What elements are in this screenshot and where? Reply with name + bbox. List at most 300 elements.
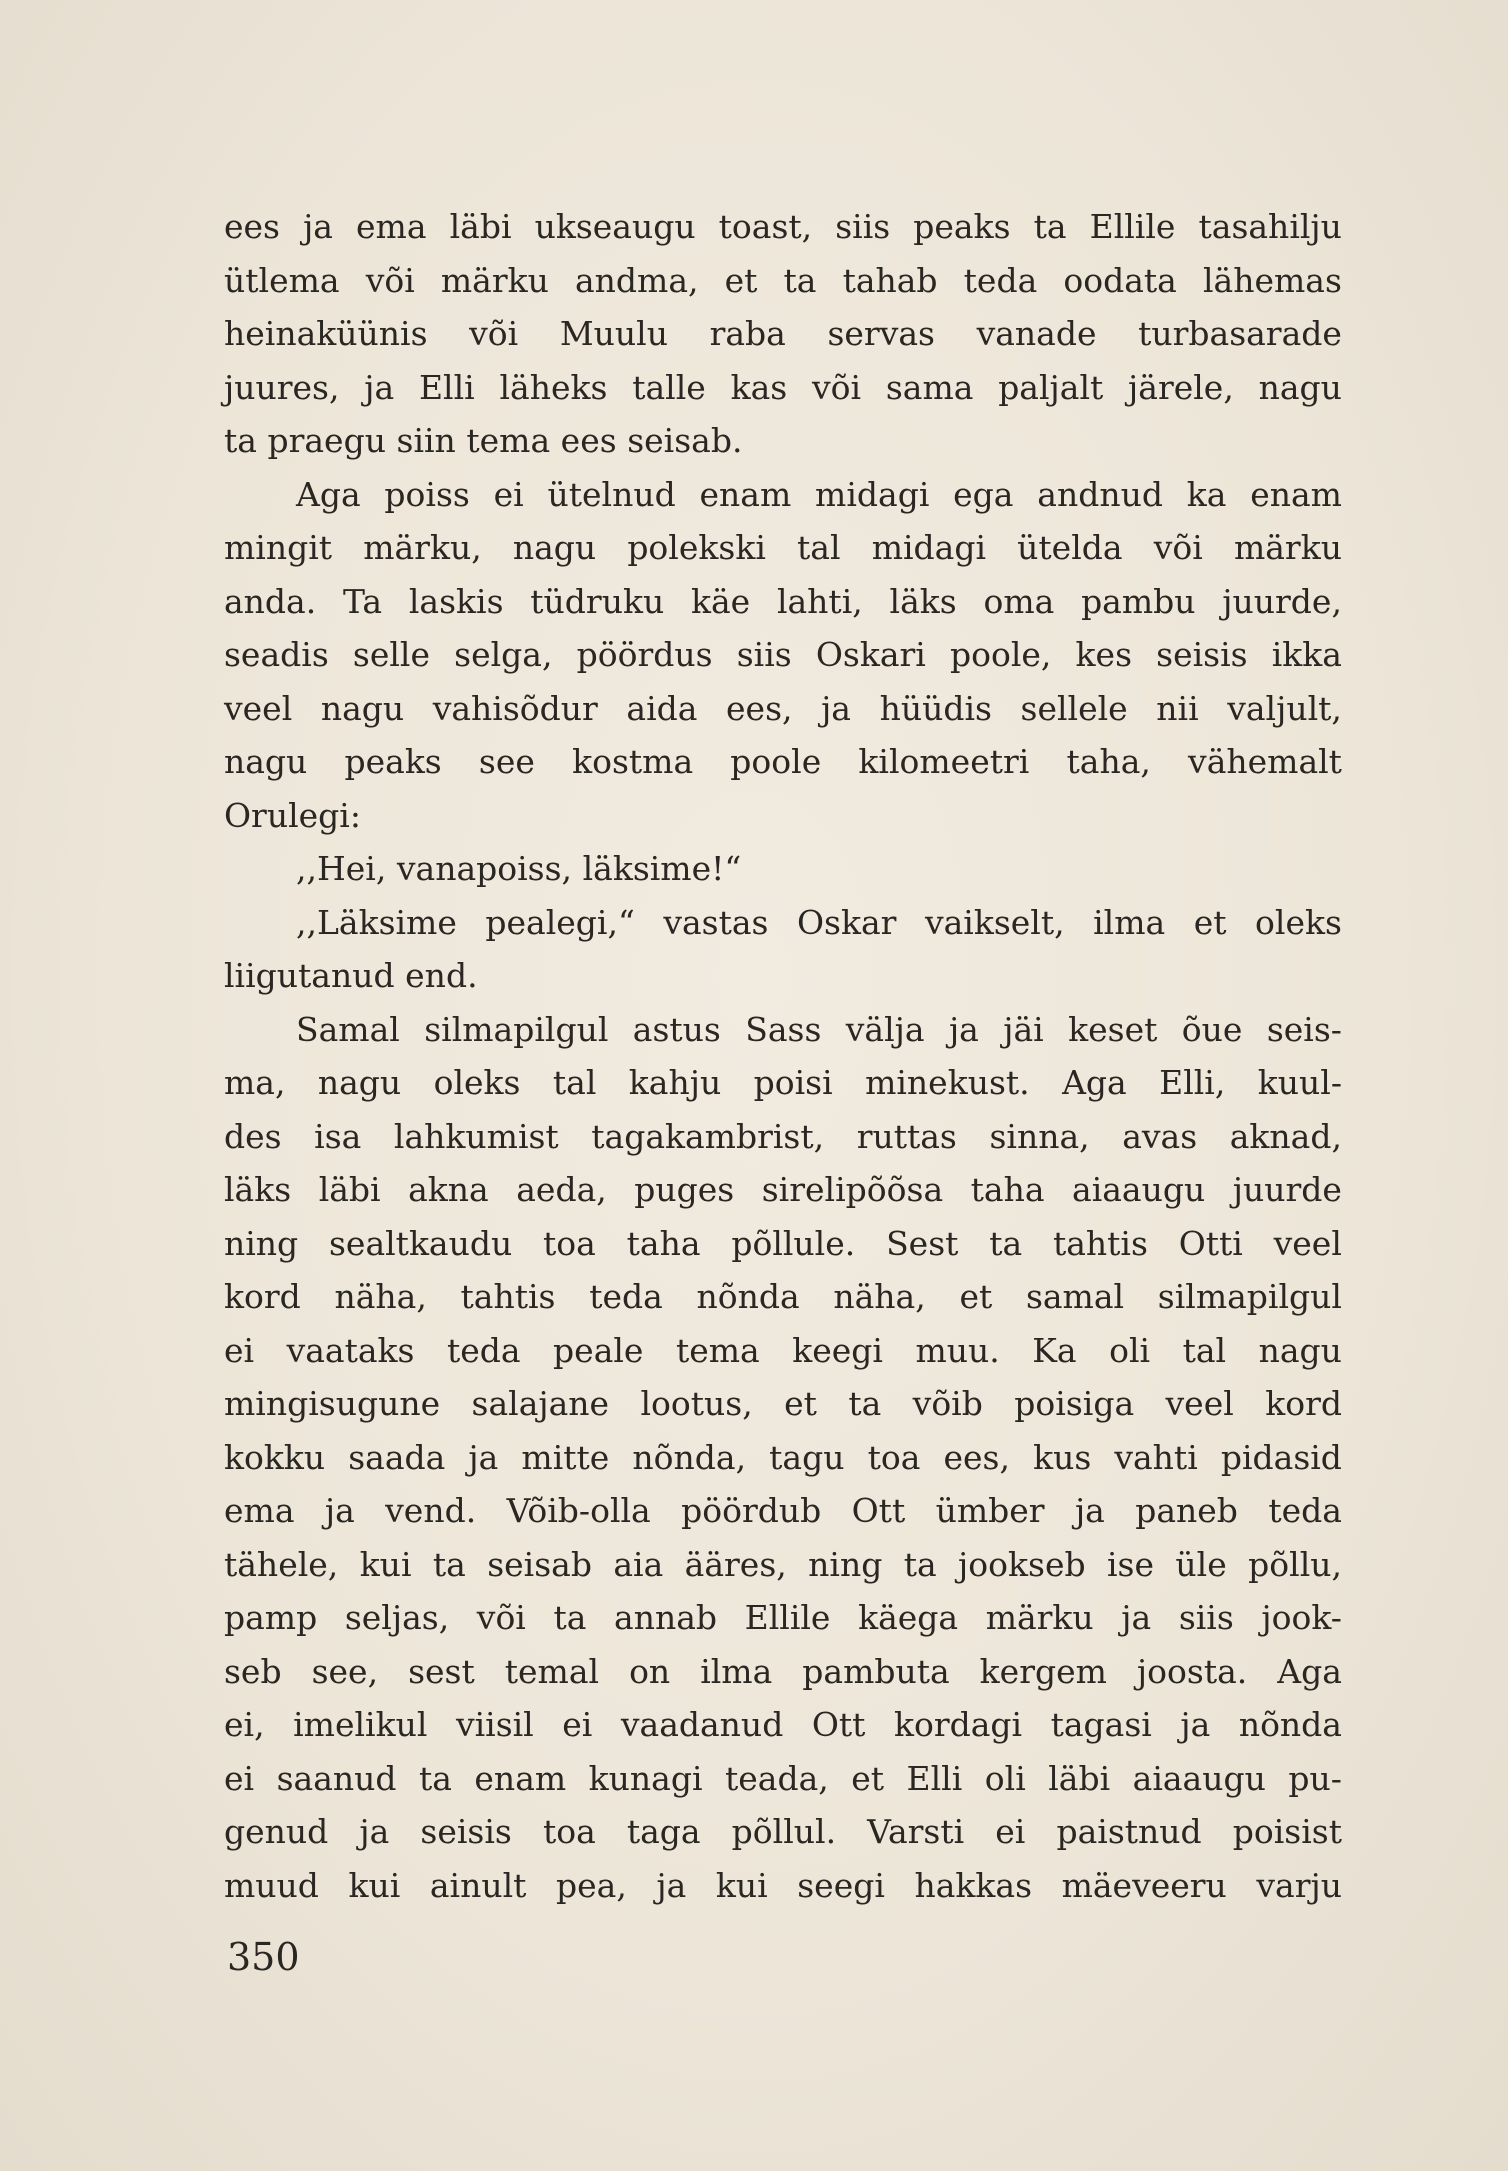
- word: kunagi: [588, 1758, 703, 1798]
- text-line: [224, 735, 1342, 789]
- word: tähele,: [224, 1544, 339, 1584]
- word: ja: [359, 1812, 390, 1851]
- word: isa: [314, 1116, 362, 1156]
- word: et: [784, 1384, 817, 1423]
- word: ta: [224, 421, 257, 460]
- word: põllul.: [731, 1812, 837, 1851]
- word: juurde: [1232, 1170, 1342, 1209]
- word: taha: [970, 1170, 1045, 1209]
- word: ega: [953, 474, 1014, 514]
- word: oleks: [1255, 902, 1342, 942]
- word: end.: [405, 956, 478, 995]
- word: aeda,: [516, 1170, 607, 1209]
- word: kes: [1075, 635, 1133, 674]
- word: Ka: [1032, 1330, 1077, 1370]
- word: ees: [224, 207, 280, 246]
- word: tagasi: [1050, 1705, 1152, 1744]
- word: pöördub: [681, 1491, 822, 1530]
- page-number: 350: [227, 1935, 300, 1979]
- word: tüdruku: [530, 581, 665, 621]
- word: ütelnud: [547, 474, 676, 514]
- word: jookseb: [958, 1544, 1086, 1584]
- word: pöördus: [576, 635, 713, 674]
- word: näha,: [334, 1277, 427, 1316]
- word: turbasarade: [1138, 314, 1342, 353]
- word: kord: [224, 1277, 301, 1316]
- word: tasahilju: [1198, 207, 1342, 246]
- word: põllu,: [1248, 1544, 1342, 1584]
- word: mingit: [224, 528, 333, 567]
- word: samal: [1025, 1277, 1125, 1316]
- word: poiss: [384, 474, 470, 514]
- word: ruttas: [856, 1116, 957, 1156]
- word: pealegi,“: [485, 902, 635, 942]
- word: ja: [468, 1437, 499, 1477]
- text-line: [224, 307, 1342, 361]
- word: märku,: [363, 528, 482, 567]
- word: toa: [543, 1223, 596, 1263]
- text-line: [224, 1538, 1342, 1592]
- body-text: [224, 200, 1342, 1912]
- word: Elli,: [1159, 1063, 1226, 1102]
- word: servas: [827, 314, 935, 353]
- word: puges: [634, 1170, 735, 1209]
- word: ema: [356, 207, 427, 246]
- word: läks: [224, 1170, 292, 1209]
- word: Otti: [1178, 1223, 1243, 1263]
- text-line: [224, 1645, 1342, 1699]
- word: või: [811, 367, 862, 407]
- word: ka: [1186, 474, 1227, 514]
- word: seisis: [420, 1812, 512, 1851]
- text-line: [224, 682, 1342, 736]
- word: veel: [1273, 1223, 1342, 1263]
- word: kui: [359, 1544, 412, 1584]
- word: aknad,: [1229, 1116, 1342, 1156]
- word: pidasid: [1220, 1437, 1342, 1477]
- word: viisil: [455, 1705, 534, 1744]
- text-line: [224, 200, 1342, 254]
- word: silmapilgul: [424, 1009, 609, 1049]
- word: toa: [867, 1437, 921, 1477]
- word: poisiga: [1014, 1384, 1135, 1423]
- word: andma,: [574, 260, 699, 300]
- word: siis: [736, 635, 792, 674]
- word: peaks: [344, 742, 442, 781]
- word: Ellile: [1089, 207, 1176, 246]
- word: läbi: [1048, 1758, 1111, 1798]
- word: tahab: [842, 260, 938, 300]
- word: ees: [560, 421, 617, 460]
- word: sama: [885, 367, 974, 407]
- word: muu.: [915, 1330, 1000, 1370]
- word: pu-: [1288, 1758, 1342, 1798]
- word: kui: [348, 1865, 401, 1905]
- word: enam: [1250, 474, 1342, 514]
- text-line: [224, 1484, 1342, 1538]
- word: varju: [1256, 1865, 1342, 1905]
- word: poisi: [753, 1063, 833, 1102]
- text-line: [224, 468, 1342, 522]
- word: Ta: [342, 581, 383, 621]
- word: ja: [1121, 1598, 1152, 1637]
- word: vahisõdur: [432, 688, 598, 728]
- word: midagi: [871, 528, 987, 567]
- word: ta: [432, 1544, 466, 1584]
- word: vaikselt,: [924, 902, 1065, 942]
- word: salajane: [471, 1384, 610, 1423]
- word: ta: [848, 1384, 882, 1423]
- word: käega: [858, 1598, 959, 1637]
- word: et: [1193, 902, 1227, 942]
- text-line: [224, 842, 1342, 896]
- word: pambuta: [802, 1651, 950, 1691]
- word: läbi: [318, 1170, 381, 1209]
- word: ta: [783, 260, 817, 300]
- word: siis: [1178, 1598, 1234, 1637]
- word: tal: [552, 1063, 597, 1102]
- word: Elli: [418, 367, 475, 407]
- word: Orulegi:: [224, 795, 361, 835]
- word: avas: [1122, 1116, 1198, 1156]
- word: kahju: [628, 1063, 722, 1102]
- word: keset: [1068, 1009, 1158, 1049]
- word: tagakambrist,: [591, 1116, 825, 1156]
- text-line: [224, 1217, 1342, 1271]
- word: vanade: [976, 314, 1097, 353]
- text-line: [224, 1431, 1342, 1485]
- word: ainult: [429, 1865, 527, 1905]
- word: ta: [418, 1758, 452, 1798]
- word: des: [224, 1116, 282, 1156]
- word: läks: [889, 581, 957, 621]
- word: läheks: [499, 367, 608, 407]
- text-line: [224, 1003, 1342, 1057]
- word: lahkumist: [393, 1116, 559, 1156]
- word: taga: [626, 1812, 701, 1851]
- word: ei: [995, 1812, 1026, 1851]
- text-line: [224, 1377, 1342, 1431]
- word: paistnud: [1056, 1812, 1202, 1851]
- word: poole,: [949, 635, 1052, 674]
- word: teda: [446, 1330, 521, 1370]
- word: keegi: [792, 1330, 883, 1370]
- word: vaataks: [286, 1330, 415, 1370]
- word: astus: [632, 1009, 721, 1049]
- word: paljalt: [998, 367, 1104, 407]
- word: tagu: [769, 1437, 845, 1477]
- word: selle: [352, 635, 431, 674]
- word: ja: [1074, 1491, 1105, 1530]
- word: nõnda,: [632, 1437, 747, 1477]
- word: sealtkaudu: [328, 1223, 513, 1263]
- word: Aga: [1277, 1651, 1342, 1691]
- word: välja: [845, 1009, 925, 1049]
- word: ja: [948, 1009, 979, 1049]
- word: tal: [797, 528, 841, 567]
- text-line: [224, 789, 1342, 843]
- word: vend.: [385, 1491, 477, 1530]
- word: kus: [1033, 1437, 1092, 1477]
- word: käe: [690, 581, 751, 621]
- text-line: [224, 1805, 1342, 1859]
- word: minekust.: [865, 1063, 1030, 1102]
- word: Oskari: [815, 635, 926, 674]
- word: nagu: [224, 742, 308, 781]
- word: sinna,: [989, 1116, 1090, 1156]
- word: oma: [983, 581, 1055, 621]
- word: tahtis: [460, 1277, 556, 1316]
- word: hüüdis: [879, 688, 992, 728]
- word: see: [478, 742, 535, 781]
- word: seb: [224, 1651, 282, 1691]
- text-line: [224, 628, 1342, 682]
- word: joosta.: [1136, 1651, 1248, 1691]
- word: ei,: [224, 1705, 265, 1744]
- word: ei: [493, 474, 524, 514]
- word: Ott: [851, 1491, 906, 1530]
- word: lahti,: [776, 581, 863, 621]
- word: nagu: [1258, 1330, 1342, 1370]
- word: anda.: [224, 581, 317, 621]
- word: Elli: [906, 1758, 963, 1798]
- word: heinaküünis: [224, 314, 428, 353]
- text-line: [224, 1591, 1342, 1645]
- word: vahti: [1114, 1437, 1198, 1477]
- word: vaadanud: [620, 1705, 784, 1744]
- word: pamp: [224, 1598, 318, 1637]
- word: Samal: [296, 1009, 400, 1049]
- word: mingisugune: [224, 1384, 441, 1423]
- word: või: [469, 314, 519, 353]
- word: märku: [1233, 528, 1342, 567]
- word: ei: [562, 1705, 593, 1744]
- word: ta: [1033, 207, 1067, 246]
- word: on: [629, 1651, 671, 1691]
- word: selga,: [454, 635, 553, 674]
- word: ilma: [1093, 902, 1166, 942]
- word: ema: [224, 1491, 295, 1530]
- word: ees,: [943, 1437, 1010, 1477]
- word: ja: [364, 367, 395, 407]
- text-line: [224, 521, 1342, 575]
- word: ta: [989, 1223, 1023, 1263]
- word: kordagi: [893, 1705, 1023, 1744]
- word: seegi: [797, 1865, 885, 1905]
- word: õue: [1181, 1009, 1243, 1049]
- word: Võib-olla: [506, 1491, 651, 1530]
- word: taha,: [1066, 742, 1151, 781]
- word: jäi: [1003, 1009, 1044, 1049]
- word: mäeveeru: [1061, 1865, 1227, 1905]
- word: mitte: [521, 1437, 610, 1477]
- word: jook-: [1261, 1598, 1342, 1637]
- word: polekski: [627, 528, 766, 567]
- word: kord: [1265, 1384, 1342, 1423]
- word: ümber: [935, 1491, 1045, 1530]
- word: Aga: [1062, 1063, 1127, 1102]
- word: ääres,: [684, 1544, 787, 1584]
- text-line: [224, 1859, 1342, 1913]
- word: siis: [835, 207, 891, 246]
- text-line: [224, 1324, 1342, 1378]
- word: valjult,: [1227, 688, 1342, 728]
- word: sest: [408, 1651, 475, 1691]
- word: ja: [324, 1491, 355, 1530]
- word: vastas: [663, 902, 769, 942]
- word: saanud: [276, 1758, 397, 1798]
- word: veel: [1165, 1384, 1234, 1423]
- word: vanapoiss,: [396, 849, 573, 888]
- word: ja: [303, 207, 333, 246]
- word: Sest: [886, 1223, 959, 1263]
- word: enam: [699, 474, 792, 514]
- word: siin: [396, 421, 456, 460]
- word: nagu: [320, 688, 405, 728]
- word: veel: [224, 688, 293, 728]
- word: et: [851, 1758, 885, 1798]
- word: et: [724, 260, 758, 300]
- text-line: [224, 414, 1342, 468]
- word: seis-: [1266, 1009, 1342, 1049]
- word: nii: [1156, 688, 1199, 728]
- word: tema: [675, 1330, 760, 1370]
- word: kui: [715, 1865, 768, 1905]
- word: Ott: [811, 1705, 866, 1744]
- word: põllule.: [731, 1223, 856, 1263]
- word: oli: [1109, 1330, 1151, 1370]
- word: nagu: [317, 1063, 402, 1102]
- word: ta: [903, 1544, 937, 1584]
- word: hakkas: [914, 1865, 1033, 1905]
- word: ta: [553, 1598, 587, 1637]
- word: toast,: [718, 207, 813, 246]
- word: kostma: [572, 742, 694, 781]
- word: poole: [730, 742, 822, 781]
- word: Aga: [296, 474, 361, 514]
- word: ukseaugu: [534, 207, 696, 246]
- word: nagu: [1258, 367, 1342, 407]
- word: tal: [1182, 1330, 1227, 1370]
- word: taha: [626, 1223, 701, 1263]
- text-line: [224, 949, 1342, 1003]
- text-line: [224, 1698, 1342, 1752]
- text-line: [224, 1110, 1342, 1164]
- word: aiaaugu: [1132, 1758, 1266, 1798]
- word: lootus,: [640, 1384, 753, 1423]
- word: või: [1153, 528, 1203, 567]
- word: ning: [224, 1223, 299, 1263]
- word: peaks: [913, 207, 1011, 246]
- word: vähemalt: [1188, 742, 1342, 781]
- word: nagu: [512, 528, 597, 567]
- word: või: [365, 260, 415, 300]
- word: akna: [408, 1170, 489, 1209]
- word: seisab: [487, 1544, 592, 1584]
- word: raba: [709, 314, 786, 353]
- word: et: [959, 1277, 993, 1316]
- word: andnud: [1037, 474, 1163, 514]
- word: Ellile: [744, 1598, 831, 1637]
- word: genud: [224, 1812, 329, 1851]
- word: ise: [1107, 1544, 1155, 1584]
- word: imelikul: [293, 1705, 428, 1744]
- word: praegu: [267, 421, 386, 460]
- word: nõnda: [1238, 1705, 1342, 1744]
- word: nõnda: [696, 1277, 800, 1316]
- word: ütlema: [224, 260, 340, 300]
- word: midagi: [815, 474, 930, 514]
- word: aia: [613, 1544, 664, 1584]
- word: kilomeetri: [858, 742, 1030, 781]
- word: muud: [224, 1865, 319, 1905]
- word: Sass: [745, 1009, 822, 1049]
- word: võib: [912, 1384, 983, 1423]
- word: ,,Läksime: [296, 902, 457, 942]
- text-line: [224, 361, 1342, 415]
- text-line: [224, 896, 1342, 950]
- word: läksime!“: [582, 849, 742, 888]
- word: ikka: [1271, 635, 1342, 674]
- word: kergem: [979, 1651, 1107, 1691]
- word: peale: [553, 1330, 644, 1370]
- word: kokku: [224, 1437, 326, 1477]
- word: sirelipõõsa: [761, 1170, 944, 1209]
- word: pea,: [556, 1865, 627, 1905]
- text-line: [224, 1270, 1342, 1324]
- word: teada,: [724, 1758, 829, 1798]
- word: seisis: [1156, 635, 1248, 674]
- word: laskis: [408, 581, 504, 621]
- word: juurde,: [1222, 581, 1342, 621]
- word: ei: [224, 1330, 255, 1370]
- word: oleks: [433, 1063, 521, 1102]
- text-line: [224, 254, 1342, 308]
- word: kas: [730, 367, 788, 407]
- word: tahtis: [1052, 1223, 1148, 1263]
- word: poisist: [1232, 1812, 1342, 1851]
- word: ilma: [700, 1651, 773, 1691]
- word: ma,: [224, 1063, 286, 1102]
- word: enam: [474, 1758, 567, 1798]
- word: teda: [589, 1277, 663, 1316]
- word: ütelda: [1017, 528, 1123, 567]
- word: juures,: [224, 367, 340, 407]
- word: näha,: [833, 1277, 926, 1316]
- word: oli: [984, 1758, 1026, 1798]
- word: Oskar: [797, 902, 897, 942]
- word: silmapilgul: [1157, 1277, 1342, 1316]
- word: Muulu: [559, 314, 668, 353]
- text-line: [224, 1163, 1342, 1217]
- word: paneb: [1135, 1491, 1238, 1530]
- word: järele,: [1128, 367, 1234, 407]
- word: pambu: [1081, 581, 1196, 621]
- word: märku: [440, 260, 549, 300]
- word: saada: [348, 1437, 446, 1477]
- word: kuul-: [1257, 1063, 1342, 1102]
- word: see,: [311, 1651, 379, 1691]
- word: ees,: [726, 688, 793, 728]
- word: või: [476, 1598, 526, 1637]
- word: ja: [821, 688, 851, 728]
- word: teda: [1268, 1491, 1342, 1530]
- word: üle: [1175, 1544, 1227, 1584]
- text-line: [224, 575, 1342, 629]
- word: läbi: [449, 207, 512, 246]
- word: liigutanud: [224, 956, 395, 995]
- word: annab: [614, 1598, 718, 1637]
